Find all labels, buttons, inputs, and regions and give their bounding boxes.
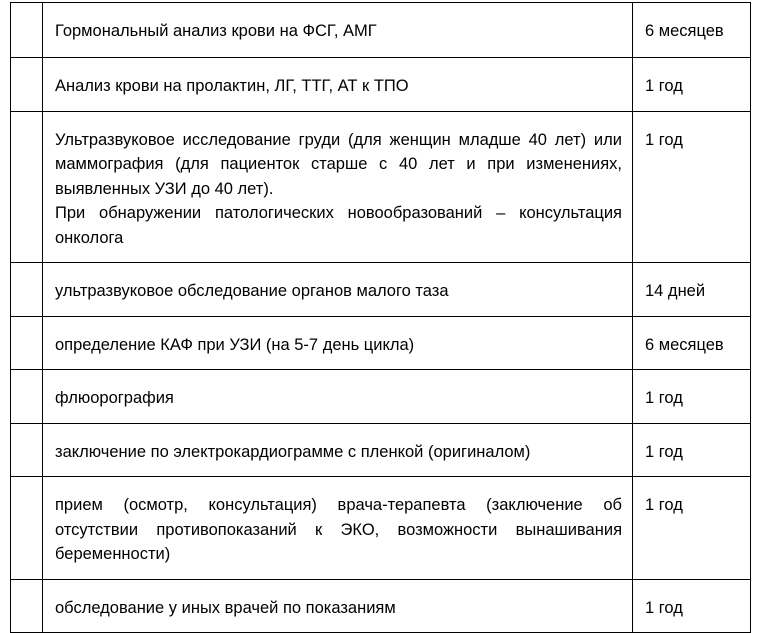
table-row	[11, 263, 751, 317]
row-number-cell	[11, 423, 43, 477]
analysis-name-cell: ультразвуковое обследование органов малого таза	[43, 263, 633, 317]
table-row	[11, 111, 751, 263]
validity-term-cell: 1 год	[633, 423, 751, 477]
validity-term-cell: 1 год	[633, 370, 751, 424]
validity-term-cell: 1 год	[633, 477, 751, 580]
row-number-cell	[11, 477, 43, 580]
table-row	[11, 370, 751, 424]
analysis-name-cell: Гормональный анализ крови на ФСГ, АМГ	[43, 3, 633, 58]
validity-term-cell: 6 месяцев	[633, 3, 751, 58]
table-row	[11, 477, 751, 580]
analysis-name-cell	[43, 111, 633, 263]
analysis-name-cell: Анализ крови на пролактин, ЛГ, ТТГ, АТ к ТПО	[43, 58, 633, 112]
validity-term-cell: 1 год	[633, 58, 751, 112]
analysis-name-cell: флюорография	[43, 370, 633, 424]
validity-term-cell: 14 дней	[633, 263, 751, 317]
analysis-name-cell: определение КАФ при УЗИ (на 5-7 день цикла)	[43, 316, 633, 370]
validity-term-cell: 6 месяцев	[633, 316, 751, 370]
row-number-cell	[11, 370, 43, 424]
table-row	[11, 423, 751, 477]
row-number-cell	[11, 316, 43, 370]
table-row	[11, 3, 751, 58]
row-number-cell	[11, 58, 43, 112]
table-row	[11, 316, 751, 370]
validity-term-cell: 1 год	[633, 111, 751, 263]
validity-term-cell: 1 год	[633, 579, 751, 633]
analysis-table	[10, 2, 751, 633]
analysis-name-text: Ультразвуковое исследование груди (для женщин младше 40 лет) или маммография (для пациенток старше с 40 лет и при изменениях, выявленных УЗИ до 40 лет).	[55, 130, 622, 198]
row-number-cell	[11, 263, 43, 317]
table-row	[11, 579, 751, 633]
row-number-cell	[11, 111, 43, 263]
table-row	[11, 58, 751, 112]
analysis-name-note: При обнаружении патологических новообразований – консультация онколога	[55, 204, 622, 247]
analysis-name-cell: обследование у иных врачей по показаниям	[43, 579, 633, 633]
analysis-name-cell: прием (осмотр, консультация) врача-терапевта (заключение об отсутствии противопоказаний к ЭКО, возможности вынашивания беременности)	[43, 477, 633, 580]
row-number-cell	[11, 579, 43, 633]
row-number-cell	[11, 3, 43, 58]
analysis-name-cell: заключение по электрокардиограмме с пленкой (оригиналом)	[43, 423, 633, 477]
